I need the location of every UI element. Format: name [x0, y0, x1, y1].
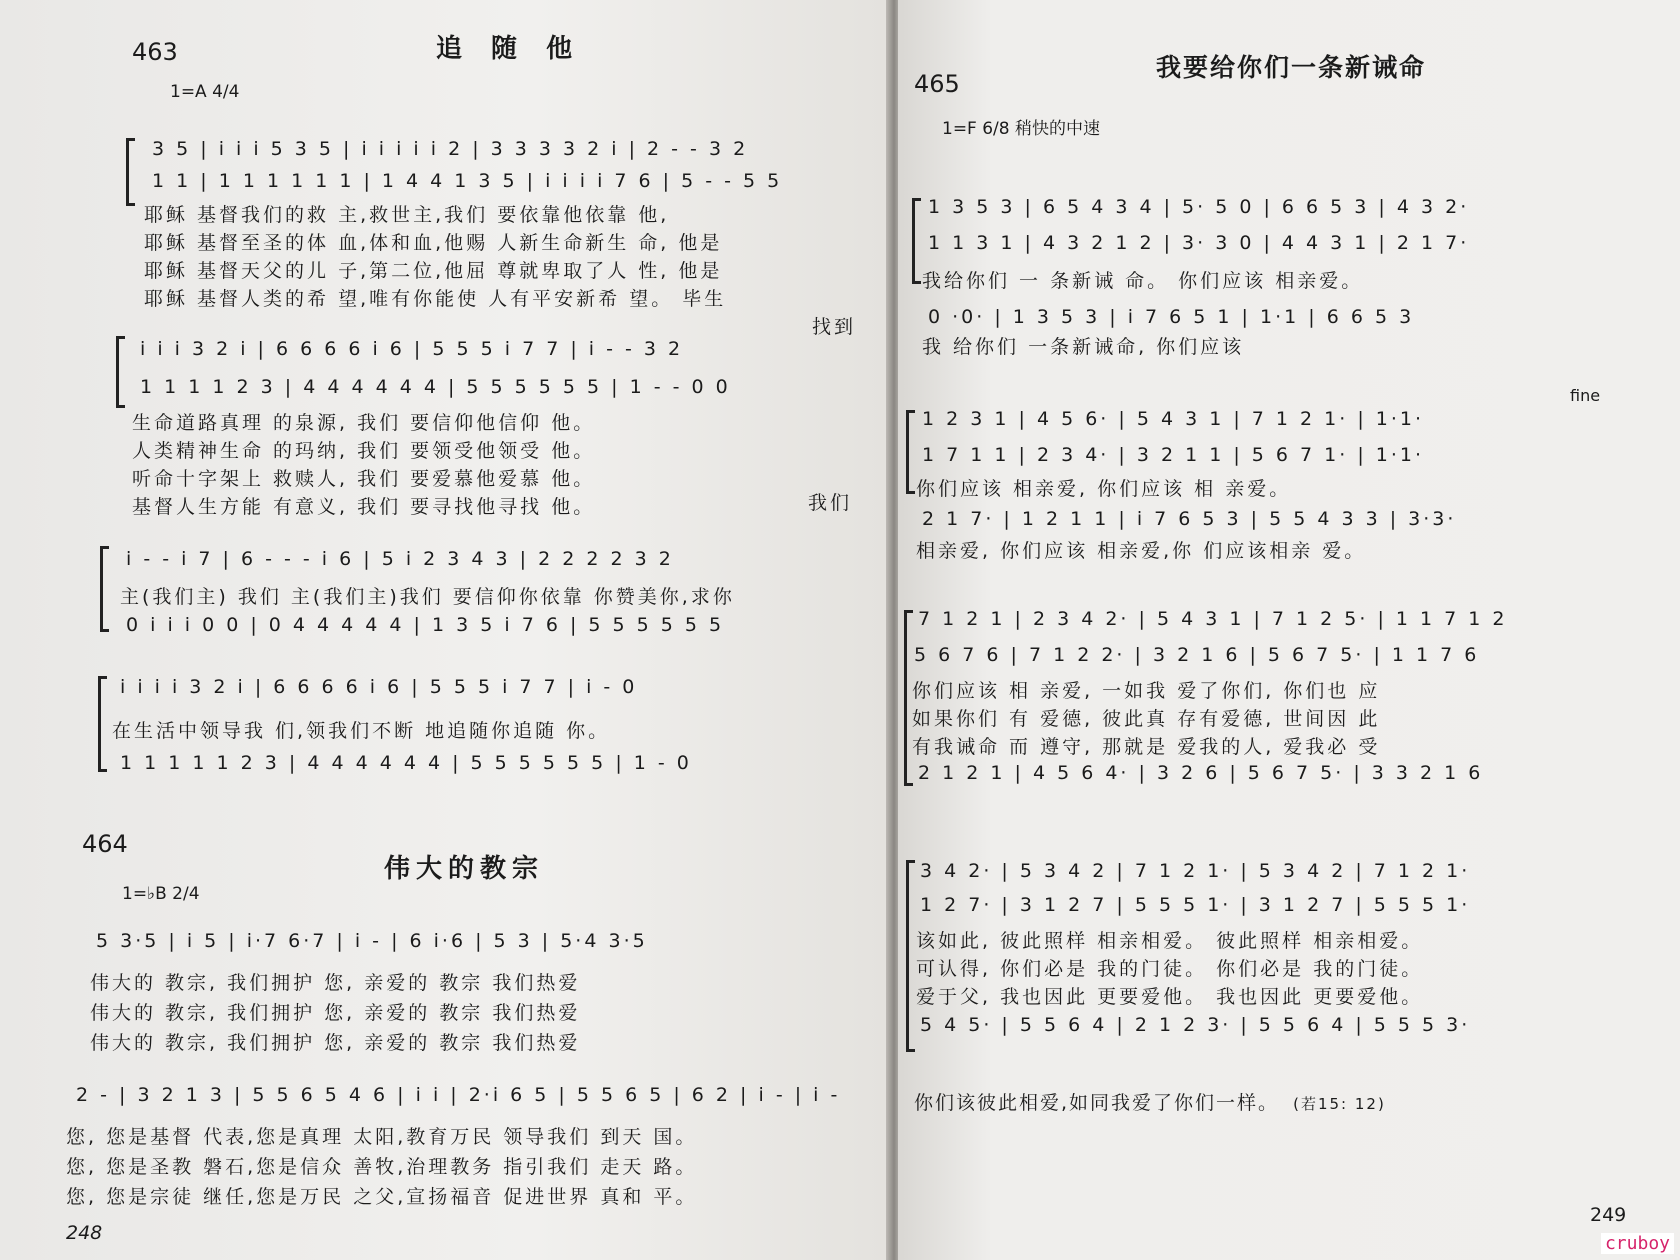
system-bracket — [116, 336, 125, 408]
lyric-line: 你们应该 相 亲爱, 一如我 爱了你们, 你们也 应 — [912, 680, 1381, 702]
lyric-line: 如果你们 有 爱德, 彼此真 存有爱德, 世间因 此 — [912, 708, 1381, 730]
lyric-line: 伟大的 教宗, 我们拥护 您, 亲爱的 教宗 我们热爱 — [90, 1002, 581, 1024]
notes-upper-2: 2 1 7· | 1 2 1 1 | i 7 6 5 3 | 5 5 4 3 3 | 3·3· — [922, 508, 1457, 530]
lyric-line: 生命道路真理 的泉源, 我们 要信仰他信仰 他。 — [132, 412, 596, 434]
system-bracket — [100, 546, 109, 632]
notes-lower: 1 2 7· | 3 1 2 7 | 5 5 5 1· | 3 1 2 7 | 5 5 5 1· — [920, 894, 1471, 916]
notes-lower: 0 i i i 0 0 | 0 4 4 4 4 4 | 1 3 5 i 7 6 | 5 5 5 5 5 5 — [126, 614, 725, 636]
lyric-line: 伟大的 教宗, 我们拥护 您, 亲爱的 教宗 我们热爱 — [90, 972, 581, 994]
lyric-line: 人类精神生命 的玛纳, 我们 要领受他领受 他。 — [132, 440, 596, 462]
notes-lower: 1 1 3 1 | 4 3 2 1 2 | 3· 3 0 | 4 4 3 1 | 2 1 7· — [928, 232, 1470, 254]
notes-lower: 1 1 1 1 1 2 3 | 4 4 4 4 4 4 | 5 5 5 5 5 5 | 1 - 0 — [120, 752, 692, 774]
song-title-463: 追 随 他 — [436, 34, 583, 64]
song-title-465: 我要给你们一条新诫命 — [1156, 53, 1427, 82]
lyric-tail: 找到 — [812, 316, 857, 338]
lyric-line: 伟大的 教宗, 我们拥护 您, 亲爱的 教宗 我们热爱 — [90, 1032, 581, 1054]
lyric-line: 主(我们主) 我们 主(我们主)我们 要信仰你依靠 你赞美你,求你 — [120, 586, 735, 608]
song-number-463: 463 — [132, 38, 178, 66]
system-bracket — [126, 138, 135, 206]
notes-melody: 5 3·5 | i 5 | i·7 6·7 | i - | 6 i·6 | 5 3 | 5·4 3·5 — [96, 930, 648, 952]
notes-upper: i i i 3 2 i | 6 6 6 6 i 6 | 5 5 5 i 7 7 | i - - 3 2 — [140, 338, 684, 360]
verse-text: 你们该彼此相爱,如同我爱了你们一样。 — [914, 1092, 1280, 1114]
notes-upper: 3 4 2· | 5 3 4 2 | 7 1 2 1· | 5 3 4 2 | 7 1 2 1· — [920, 860, 1471, 882]
notes-lower-2: 2 1 2 1 | 4 5 6 4· | 3 2 6 | 5 6 7 5· | 3 3 2 1 6 — [918, 762, 1484, 784]
lyric-line: 我 给你们 一条新诫命, 你们应该 — [922, 336, 1245, 358]
notes-upper: 7 1 2 1 | 2 3 4 2· | 5 4 3 1 | 7 1 2 5· | 1 1 7 1 2 — [918, 608, 1508, 630]
system-bracket — [98, 676, 107, 772]
key-signature-465: 1=F 6/8 稍快的中速 — [942, 119, 1101, 139]
notes-melody: 2 - | 3 2 1 3 | 5 5 6 5 4 6 | i i | 2·i 6 5 | 5 5 6 5 | 6 2 | i - | i - — [76, 1084, 841, 1106]
lyric-line: 相亲爱, 你们应该 相亲爱,你 们应该相亲 爱。 — [916, 540, 1367, 562]
lyric-line: 您, 您是基督 代表,您是真理 太阳,教育万民 领导我们 到天 国。 — [66, 1126, 698, 1148]
lyric-line: 该如此, 彼此照样 相亲相爱。 彼此照样 相亲相爱。 — [916, 930, 1424, 952]
lyric-line: 耶稣 基督至圣的体 血,体和血,他赐 人新生命新生 命, 他是 — [144, 232, 723, 254]
notes-upper: i i i i 3 2 i | 6 6 6 6 i 6 | 5 5 5 i 7 7 | i - 0 — [120, 676, 638, 698]
lyric-line: 爱于父, 我也因此 更要爱他。 我也因此 更要爱他。 — [916, 986, 1424, 1008]
notes-upper: i - - i 7 | 6 - - - i 6 | 5 i 2 3 4 3 | 2 2 2 2 3 2 — [126, 548, 674, 570]
notes-upper: 3 5 | i i i 5 3 5 | i i i i i 2 | 3 3 3 3 2 i | 2 - - 3 2 — [152, 138, 749, 160]
lyric-line: 耶稣 基督人类的希 望,唯有你能使 人有平安新希 望。 毕生 — [144, 288, 727, 310]
notes-lower: 1 7 1 1 | 2 3 4· | 3 2 1 1 | 5 6 7 1· | 1·1· — [922, 444, 1425, 466]
notes-upper-2: 0 ·0· | 1 3 5 3 | i 7 6 5 1 | 1·1 | 6 6 5 3 — [928, 306, 1415, 328]
notes-lower-2: 5 4 5· | 5 5 6 4 | 2 1 2 3· | 5 5 6 4 | 5 5 5 3· — [920, 1014, 1471, 1036]
verse-reference: (若15: 12) — [1293, 1095, 1386, 1113]
song-number-464: 464 — [82, 830, 128, 858]
lyric-line: 有我诫命 而 遵守, 那就是 爱我的人, 爱我必 受 — [912, 736, 1381, 758]
lyric-line: 耶稣 基督天父的儿 子,第二位,他屈 尊就卑取了人 性, 他是 — [144, 260, 723, 282]
notes-lower: 5 6 7 6 | 7 1 2 2· | 3 2 1 6 | 5 6 7 5· | 1 1 7 6 — [914, 644, 1480, 666]
notes-upper: 1 3 5 3 | 6 5 4 3 4 | 5· 5 0 | 6 6 5 3 | 4 3 2· — [928, 196, 1470, 218]
notes-upper: 1 2 3 1 | 4 5 6· | 5 4 3 1 | 7 1 2 1· | 1·1· — [922, 408, 1425, 430]
lyric-line: 在生活中领导我 们,领我们不断 地追随你追随 你。 — [112, 720, 611, 742]
lyric-line: 可认得, 你们必是 我的门徒。 你们必是 我的门徒。 — [916, 958, 1424, 980]
system-bracket — [906, 860, 915, 1052]
lyric-line: 您, 您是宗徒 继任,您是万民 之父,宣扬福音 促进世界 真和 平。 — [66, 1186, 698, 1208]
key-signature-463: 1=A 4/4 — [170, 82, 240, 102]
system-bracket — [906, 410, 915, 494]
fine-marker: fine — [1570, 386, 1601, 405]
lyric-line: 我给你们 一 条新诫 命。 你们应该 相亲爱。 — [922, 270, 1364, 292]
lyric-line: 耶稣 基督我们的救 主,救世主,我们 要依靠他依靠 他, — [144, 204, 670, 226]
song-number-465: 465 — [914, 70, 960, 98]
lyric-line: 听命十字架上 救赎人, 我们 要爱慕他爱慕 他。 — [132, 468, 596, 490]
right-page — [898, 0, 1680, 1260]
key-signature-464: 1=♭B 2/4 — [122, 884, 200, 904]
notes-lower: 1 1 1 1 2 3 | 4 4 4 4 4 4 | 5 5 5 5 5 5 | 1 - - 0 0 — [140, 376, 731, 398]
lyric-line: 基督人生方能 有意义, 我们 要寻找他寻找 他。 — [132, 496, 596, 518]
lyric-line: 你们应该 相亲爱, 你们应该 相 亲爱。 — [916, 478, 1292, 500]
lyric-tail: 我们 — [808, 492, 853, 514]
page-number-left: 248 — [66, 1222, 103, 1244]
system-bracket — [912, 198, 921, 284]
bible-verse — [914, 1088, 1386, 1115]
notes-lower: 1 1 | 1 1 1 1 1 1 | 1 4 4 1 3 5 | i i i i 7 6 | 5 - - 5 5 — [152, 170, 783, 192]
lyric-line: 您, 您是圣教 磐石,您是信众 善牧,治理教务 指引我们 走天 路。 — [66, 1156, 698, 1178]
song-title-464: 伟大的教宗 — [384, 854, 545, 884]
watermark: cruboy — [1601, 1233, 1674, 1254]
page-number-right: 249 — [1590, 1204, 1627, 1226]
